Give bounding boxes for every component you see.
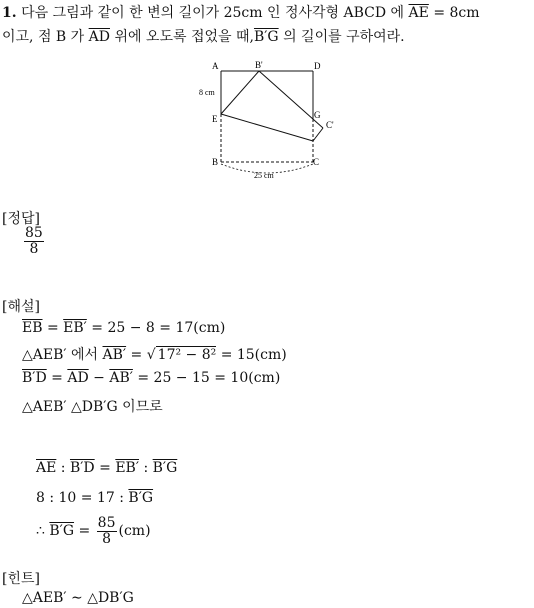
- problem-line-2: [2, 26, 405, 46]
- result-denominator: 8: [102, 530, 112, 547]
- label-bp: B': [255, 60, 263, 70]
- problem-number: 1.: [2, 5, 17, 21]
- result-fraction: [97, 516, 117, 546]
- hint-header: [힌트]: [2, 571, 40, 587]
- calc-2: = 15(cm): [220, 347, 287, 363]
- calc-3: = 25 − 15 = 10(cm): [137, 370, 281, 386]
- unit-cm: (cm): [118, 523, 151, 540]
- label-b: B: [212, 157, 219, 167]
- problem-line-1: [2, 2, 480, 22]
- problem-text-1a: 다음 그림과 같이 한 변의 길이가 25cm 인 정사각형 ABCD 에: [21, 5, 405, 21]
- proportion-line-2: [36, 490, 153, 506]
- fold-eb: [221, 71, 259, 114]
- solution-header: [해설]: [2, 299, 40, 315]
- sqrt-radicand: 17² − 8²: [157, 347, 217, 363]
- problem-text-1b: = 8cm: [433, 5, 480, 21]
- proportion-line-3: [36, 516, 151, 546]
- seg-abp-2: AB′: [109, 370, 133, 386]
- solution-line-3: [22, 370, 280, 386]
- problem-text-2b: 위에 오도록 접었을 때,: [114, 29, 254, 45]
- label-cp: C': [326, 120, 334, 130]
- label-g: G: [314, 110, 321, 120]
- label-a: A: [212, 61, 219, 71]
- problem-text-2a: 이고, 점 B 가: [2, 29, 85, 45]
- seg-bpd-2: B′D: [69, 460, 95, 476]
- calc-1: = 25 − 8 = 17(cm): [91, 320, 226, 336]
- fold-cg: [313, 128, 323, 141]
- seg-ae-2: $\overline{AE}$: [36, 460, 57, 476]
- eq-sign-5: =: [78, 523, 91, 540]
- answer-denominator: 8: [29, 240, 39, 257]
- eq-sign: =: [46, 320, 59, 336]
- eq-sign-4: =: [99, 460, 111, 476]
- answer-header: [정답]: [2, 211, 40, 227]
- colon-2: :: [143, 460, 149, 476]
- segment-bg: B′G: [253, 29, 279, 45]
- hint-text: △AEB′ ∼ △DB′G: [22, 590, 134, 606]
- eq-sign-3: =: [51, 370, 63, 386]
- seg-bpg-3: B′G: [49, 523, 75, 540]
- seg-eb: $\overline{EB}$: [22, 320, 43, 336]
- seg-ebp: EB′: [63, 320, 87, 336]
- label-25cm: 25 cm: [254, 171, 274, 180]
- seg-abp: AB′: [102, 347, 127, 363]
- proportion-values: 8 : 10 = 17 :: [36, 490, 124, 506]
- seg-bpg: B′G: [152, 460, 178, 476]
- solution-line-1: [22, 320, 225, 336]
- seg-ebp-2: EB′: [115, 460, 139, 476]
- solution-line-4: △AEB′ △DB′G 이므로: [22, 399, 163, 415]
- answer-fraction: [22, 226, 46, 256]
- sqrt-expression: √ 17² − 8²: [146, 347, 217, 363]
- label-8cm: 8 cm: [199, 88, 215, 97]
- segment-ad: $\overline{AD}$: [88, 29, 110, 45]
- label-d: D: [314, 61, 321, 71]
- answer-numerator: 85: [25, 225, 43, 241]
- folded-square-figure: [190, 56, 350, 182]
- label-c: C: [313, 157, 320, 167]
- triangle-aebp-text: △AEB′ 에서: [22, 347, 99, 363]
- seg-bpg-2: B′G: [128, 490, 154, 506]
- proportion-line-1: [36, 460, 177, 476]
- fold-ec: [221, 114, 313, 141]
- solution-line-2: [22, 344, 287, 364]
- segment-ae: $\overline{AE}$: [408, 5, 429, 21]
- therefore-symbol: ∴: [36, 523, 45, 540]
- colon-1: :: [60, 460, 66, 476]
- problem-text-2c: 의 길이를 구하여라.: [283, 29, 405, 45]
- seg-ad-2: $\overline{AD}$: [67, 370, 89, 386]
- seg-bpd: B′D: [22, 370, 47, 386]
- label-e: E: [212, 114, 218, 124]
- minus-sign: −: [93, 370, 105, 386]
- eq-sign-2: =: [130, 347, 143, 363]
- result-numerator: 85: [97, 515, 116, 531]
